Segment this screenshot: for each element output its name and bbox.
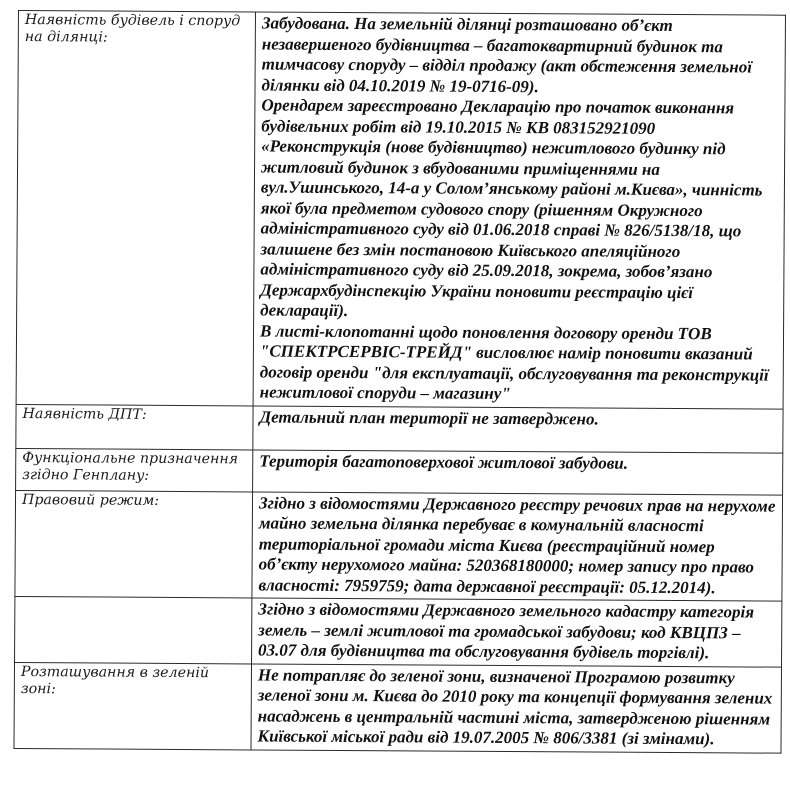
value-paragraph: Орендарем зареєстровано Декларацію про початок виконання будівельних робіт від 19.10.2015 № КВ 083152921090 «Реконструкція (нове будівництво) нежитлового будинку під житловий будинок з вбудованими приміщеннями на вул.Ушинського, 14-а у Солом’янському районі м.Києва», чинність якої була предметом судового спору (рішенням Окружного адміністративного суду від 01.06.2018 справі № 826/5138/18, що залишене без змін постановою Київського апеляційного адміністративного суду від 25.09.2018, зокрема, зобов’язано Держархбудінспекцію України поновити реєстрацію цієї декларації). [260,95,763,321]
row-value [253,449,783,494]
value-paragraph: Територія багатоповерхової житлової забудови. [259,450,629,473]
table-row-cadastre [15,596,782,666]
row-value [253,405,783,452]
table-row-legal-regime [15,490,783,601]
row-label: Правовий режим: [15,490,253,598]
row-value [251,663,782,752]
table-row-buildings [16,11,785,409]
row-label: Розташування в зеленій зоні: [14,662,252,749]
table-row-green-zone [14,662,782,753]
scanned-page [13,10,787,753]
value-paragraph: Не потрапляє до зеленої зони, визначеної Програмою розвитку зеленої зони м. Києва до 2010 року та концепції формування зелених насаджень в центральній частині міста, затвердженою рішенням Київської міської ради від 19.07.2005 № 806/3381 (зі змінами). [257,664,773,749]
row-label-empty [15,596,252,663]
value-paragraph: Забудована. На земельній ділянці розташовано об’єкт незавершеного будівництва – багатоквартирний будинок та тимчасову споруду – відділ продажу (акт обстеження земельної ділянки від 04.10.2019 № 19-0716-09). [261,13,753,96]
row-label: Наявність будівель і споруд на ділянці: [16,11,255,406]
table-row-genplan [16,448,783,495]
row-label: Функціональне призначення згідно Генплану: [16,448,253,491]
land-plot-info-table [13,10,785,753]
row-value [253,12,785,409]
row-value [252,598,782,667]
value-paragraph: Згідно з відомостями Державного земельного кадастру категорія земель – землі житлової та громадської забудови; код КВЦПЗ – 03.07 для будівництва та обслуговування будівель торгівлі). [258,599,755,663]
row-label: Наявність ДПТ: [16,404,253,449]
row-value [252,491,783,601]
value-paragraph: В листі-клопотанні щодо поновлення договору оренди ТОВ "СПЕКТРСЕРВІС-ТРЕЙД" висловлює намір поновити вказаний договір оренди "для експлуатації, обслуговування та реконструкції нежитлової споруди – магазину" [259,320,769,404]
value-paragraph: Згідно з відомостями Державного реєстру речових прав на нерухоме майно земельна ділянка перебуває в комунальній власності територіальної громади міста Києва (реєстраційний номер об’єкту нерухомого майна: 520368180000; номер запису про право власності: 7959759; дата державної реєстрації: 05.12.2014). [258,492,776,597]
value-paragraph: Детальний план території не затверджено. [259,406,599,429]
table-row-dpt [16,404,783,453]
